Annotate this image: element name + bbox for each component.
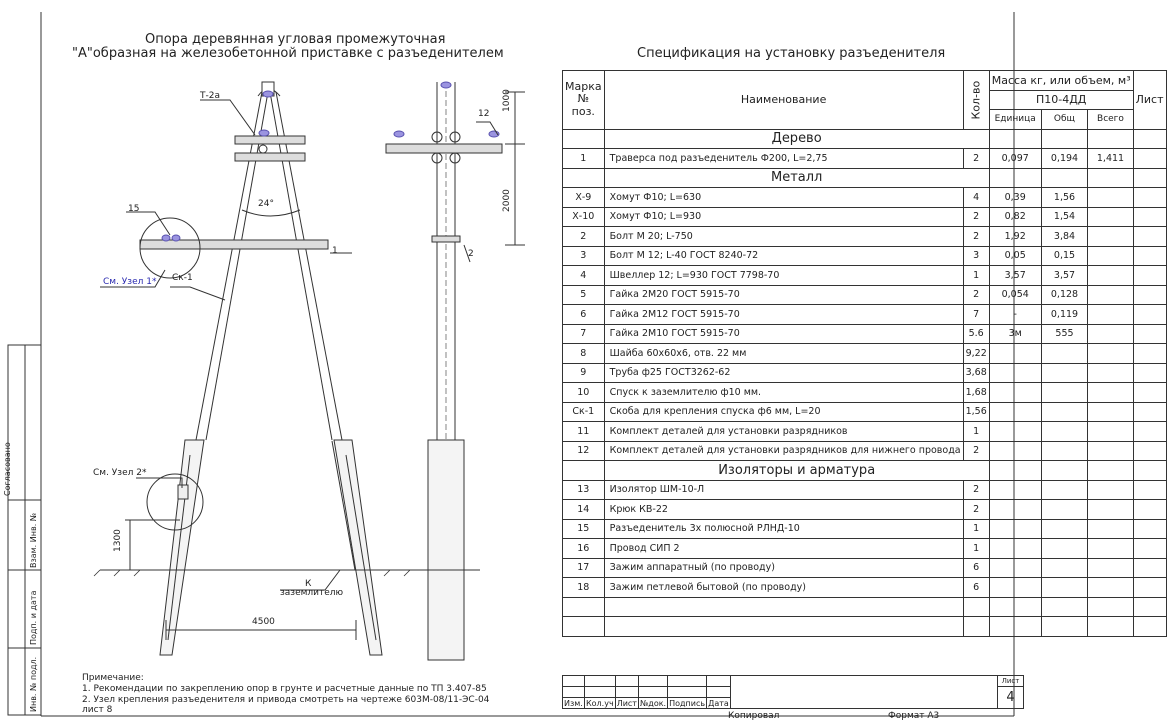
spec-qty: 1	[963, 266, 989, 286]
spec-cell-empty	[1041, 597, 1088, 617]
spec-unit-mass	[989, 441, 1041, 461]
spec-qty: 2	[963, 500, 989, 520]
sidebar-inv-vz: Взам. Инв. №	[29, 512, 38, 568]
spec-total-mass	[1041, 402, 1088, 422]
spec-name: Гайка 2М12 ГОСТ 5915-70	[604, 305, 963, 325]
spec-mark: 11	[563, 422, 605, 442]
spec-all-mass	[1088, 266, 1133, 286]
spec-qty: 6	[963, 558, 989, 578]
spec-qty: 2	[963, 480, 989, 500]
spec-cell-empty	[1041, 461, 1088, 481]
spec-table	[562, 70, 1167, 637]
spec-mark: 1	[563, 149, 605, 169]
callout-2: 2	[468, 249, 474, 259]
spec-unit-mass	[989, 500, 1041, 520]
spec-all-mass	[1088, 578, 1133, 598]
spec-row	[563, 383, 1167, 403]
dim-1300: 1300	[113, 529, 123, 552]
spec-unit-mass: 0,82	[989, 207, 1041, 227]
spec-row	[563, 305, 1167, 325]
spec-all-mass	[1088, 480, 1133, 500]
spec-cell-empty	[1088, 461, 1133, 481]
header-total: Общ	[1041, 110, 1088, 130]
tb-ndok: №док.	[639, 698, 667, 708]
spec-unit-mass	[989, 363, 1041, 383]
spec-sheet	[1133, 207, 1166, 227]
spec-sheet	[1133, 519, 1166, 539]
spec-section-name: Дерево	[604, 129, 989, 149]
spec-row	[563, 500, 1167, 520]
dim-2000: 2000	[502, 189, 512, 212]
spec-unit-mass: 0,05	[989, 246, 1041, 266]
callout-node2: См. Узел 2*	[93, 468, 147, 478]
spec-mark: Ск-1	[563, 402, 605, 422]
spec-total-mass	[1041, 344, 1088, 364]
spec-name: Гайка 2М20 ГОСТ 5915-70	[604, 285, 963, 305]
spec-qty: 9,22	[963, 344, 989, 364]
spec-unit-mass	[989, 578, 1041, 598]
spec-unit-mass	[989, 539, 1041, 559]
spec-qty: 3,68	[963, 363, 989, 383]
spec-name: Зажим аппаратный (по проводу)	[604, 558, 963, 578]
spec-all-mass	[1088, 500, 1133, 520]
spec-sheet	[1133, 363, 1166, 383]
spec-unit-mass: 0,39	[989, 188, 1041, 208]
spec-total-mass	[1041, 519, 1088, 539]
header-mark: Марка № поз.	[563, 71, 605, 130]
spec-mark: 6	[563, 305, 605, 325]
spec-name: Хомут Ф10; L=630	[604, 188, 963, 208]
spec-qty: 2	[963, 149, 989, 169]
spec-name: Хомут Ф10; L=930	[604, 207, 963, 227]
spec-cell-empty	[563, 461, 605, 481]
spec-total-mass: 0,194	[1041, 149, 1088, 169]
spec-unit-mass	[989, 383, 1041, 403]
spec-row	[563, 149, 1167, 169]
spec-cell-empty	[604, 617, 963, 637]
spec-mark: 12	[563, 441, 605, 461]
spec-qty: 2	[963, 441, 989, 461]
spec-cell-empty	[563, 129, 605, 149]
spec-row	[563, 285, 1167, 305]
spec-sheet	[1133, 441, 1166, 461]
spec-unit-mass	[989, 402, 1041, 422]
spec-cell-empty	[563, 597, 605, 617]
spec-sheet	[1133, 480, 1166, 500]
header-unit: Единица	[989, 110, 1041, 130]
spec-cell-empty	[1041, 168, 1088, 188]
spec-name: Болт М 12; L-40 ГОСТ 8240-72	[604, 246, 963, 266]
spec-cell-empty	[563, 168, 605, 188]
spec-all-mass	[1088, 344, 1133, 364]
spec-cell-empty	[1133, 617, 1166, 637]
spec-qty: 3	[963, 246, 989, 266]
spec-name: Болт М 20; L-750	[604, 227, 963, 247]
spec-total-mass: 0,15	[1041, 246, 1088, 266]
spec-cell-empty	[989, 129, 1041, 149]
spec-unit-mass	[989, 519, 1041, 539]
spec-mark: Х-9	[563, 188, 605, 208]
notes-line1: 1. Рекомендации по закреплению опор в грунте и расчетные данные по ТП 3.407-85	[82, 684, 487, 694]
spec-qty: 2	[963, 227, 989, 247]
spec-name: Провод СИП 2	[604, 539, 963, 559]
spec-sheet	[1133, 285, 1166, 305]
sidebar-inv-orig: Инв. № подл.	[29, 656, 38, 712]
spec-cell-empty	[563, 617, 605, 637]
spec-unit-mass	[989, 344, 1041, 364]
header-qty: Кол-во	[963, 71, 989, 130]
spec-row	[563, 422, 1167, 442]
spec-row	[563, 207, 1167, 227]
spec-cell-empty	[989, 597, 1041, 617]
spec-sheet	[1133, 578, 1166, 598]
spec-all-mass	[1088, 285, 1133, 305]
spec-total-mass	[1041, 500, 1088, 520]
spec-name: Изолятор ШМ-10-Л	[604, 480, 963, 500]
spec-all-mass	[1088, 383, 1133, 403]
spec-sheet	[1133, 188, 1166, 208]
spec-cell-empty	[1133, 597, 1166, 617]
spec-all-mass	[1088, 539, 1133, 559]
spec-mark: 5	[563, 285, 605, 305]
a-frame-pole	[94, 82, 420, 655]
spec-cell-empty	[989, 461, 1041, 481]
spec-cell-empty	[1133, 461, 1166, 481]
spec-name: Траверса под разъеденитель Ф200, L=2,75	[604, 149, 963, 169]
spec-cell-empty	[1133, 129, 1166, 149]
spec-all-mass	[1088, 324, 1133, 344]
spec-qty: 1,56	[963, 402, 989, 422]
title-block	[562, 675, 1024, 709]
spec-all-mass	[1088, 402, 1133, 422]
spec-qty: 2	[963, 285, 989, 305]
spec-qty: 1	[963, 539, 989, 559]
spec-total-mass: 0,128	[1041, 285, 1088, 305]
spec-all-mass	[1088, 246, 1133, 266]
spec-cell-empty	[1088, 168, 1133, 188]
sidebar-agreed: Согласовано	[3, 442, 12, 496]
callout-t2a: Т-2а	[200, 91, 220, 101]
dim-1000: 1000	[502, 89, 512, 112]
spec-cell-empty	[1133, 168, 1166, 188]
spec-unit-mass: 0,097	[989, 149, 1041, 169]
spec-qty: 7	[963, 305, 989, 325]
tb-format: Формат А3	[888, 711, 940, 721]
spec-unit-mass	[989, 558, 1041, 578]
spec-all-mass	[1088, 188, 1133, 208]
spec-name: Комплект деталей для установки разрядников для нижнего провода	[604, 441, 963, 461]
callout-15: 15	[128, 204, 140, 214]
spec-mark: Х-10	[563, 207, 605, 227]
spec-section-row	[563, 461, 1167, 481]
callout-1: 1	[332, 246, 338, 256]
tb-list: Лист	[616, 698, 637, 708]
spec-row	[563, 227, 1167, 247]
callout-k: К	[305, 579, 312, 589]
spec-row	[563, 519, 1167, 539]
spec-mark: 2	[563, 227, 605, 247]
spec-qty: 5.6	[963, 324, 989, 344]
spec-cell-empty	[989, 168, 1041, 188]
spec-qty: 1,68	[963, 383, 989, 403]
spec-all-mass	[1088, 227, 1133, 247]
spec-title: Спецификация на установку разъеденителя	[637, 46, 946, 61]
spec-unit-mass: 1,92	[989, 227, 1041, 247]
spec-unit-mass: 3,57	[989, 266, 1041, 286]
spec-sheet	[1133, 324, 1166, 344]
spec-total-mass: 1,54	[1041, 207, 1088, 227]
callout-12: 12	[478, 109, 490, 119]
spec-row	[563, 441, 1167, 461]
spec-sheet	[1133, 266, 1166, 286]
drawing-title-line1: Опора деревянная угловая промежуточная	[145, 32, 446, 47]
spec-total-mass: 3,57	[1041, 266, 1088, 286]
spec-name: Спуск к заземлителю ф10 мм.	[604, 383, 963, 403]
notes-line3: лист 8	[82, 705, 113, 715]
spec-all-mass	[1088, 207, 1133, 227]
spec-mark: 16	[563, 539, 605, 559]
spec-sheet	[1133, 402, 1166, 422]
spec-mark: 10	[563, 383, 605, 403]
spec-total-mass: 3,84	[1041, 227, 1088, 247]
spec-row	[563, 246, 1167, 266]
spec-cell-empty	[1088, 617, 1133, 637]
spec-sheet	[1133, 558, 1166, 578]
spec-mark: 7	[563, 324, 605, 344]
spec-total-mass: 0,119	[1041, 305, 1088, 325]
tb-sheet-label: Лист	[997, 676, 1023, 687]
spec-name: Разъеденитель 3х полюсной РЛНД-10	[604, 519, 963, 539]
spec-unit-mass: 3м	[989, 324, 1041, 344]
tb-copied: Копировал	[728, 711, 780, 721]
spec-empty-row	[563, 617, 1167, 637]
spec-all-mass	[1088, 422, 1133, 442]
spec-sheet	[1133, 227, 1166, 247]
spec-all-mass: 1,411	[1088, 149, 1133, 169]
spec-name: Швеллер 12; L=930 ГОСТ 7798-70	[604, 266, 963, 286]
tb-data: Дата	[708, 698, 729, 708]
spec-cell-empty	[1088, 129, 1133, 149]
spec-row	[563, 402, 1167, 422]
spec-name: Гайка 2М10 ГОСТ 5915-70	[604, 324, 963, 344]
spec-qty: 6	[963, 578, 989, 598]
spec-mark: 4	[563, 266, 605, 286]
spec-section-row	[563, 129, 1167, 149]
spec-row	[563, 578, 1167, 598]
spec-row	[563, 480, 1167, 500]
spec-qty: 1	[963, 422, 989, 442]
spec-empty-row	[563, 597, 1167, 617]
spec-total-mass: 1,56	[1041, 188, 1088, 208]
drawing-title-line2: "А"образная на железобетонной приставке с разъеденителем	[72, 46, 504, 61]
spec-sheet	[1133, 246, 1166, 266]
spec-row	[563, 188, 1167, 208]
spec-name: Комплект деталей для установки разрядников	[604, 422, 963, 442]
spec-section-row	[563, 168, 1167, 188]
spec-mark: 17	[563, 558, 605, 578]
spec-cell-empty	[1041, 617, 1088, 637]
sidebar-sign-date: Подп. и дата	[29, 590, 38, 645]
spec-unit-mass	[989, 422, 1041, 442]
spec-sheet	[1133, 149, 1166, 169]
spec-sheet	[1133, 422, 1166, 442]
spec-cell-empty	[963, 597, 989, 617]
spec-mark: 14	[563, 500, 605, 520]
tb-podp: Подпись	[669, 698, 706, 708]
spec-cell-empty	[1041, 129, 1088, 149]
spec-row	[563, 344, 1167, 364]
spec-qty: 1	[963, 519, 989, 539]
callout-sk1: Ск-1	[172, 273, 193, 283]
header-type: П10-4ДД	[989, 90, 1133, 110]
notes-header: Примечание:	[82, 673, 144, 683]
spec-unit-mass: 0,054	[989, 285, 1041, 305]
spec-total-mass	[1041, 539, 1088, 559]
spec-total-mass	[1041, 558, 1088, 578]
spec-name: Труба ф25 ГОСТ3262-62	[604, 363, 963, 383]
spec-mark: 8	[563, 344, 605, 364]
spec-unit-mass	[989, 480, 1041, 500]
spec-name: Скоба для крепления спуска ф6 мм, L=20	[604, 402, 963, 422]
tb-sheet-no: 4	[997, 687, 1023, 709]
spec-total-mass	[1041, 480, 1088, 500]
header-all: Всего	[1088, 110, 1133, 130]
spec-total-mass	[1041, 383, 1088, 403]
spec-row	[563, 363, 1167, 383]
dim-4500: 4500	[252, 617, 275, 627]
spec-mark: 18	[563, 578, 605, 598]
spec-cell-empty	[1088, 597, 1133, 617]
spec-cell-empty	[604, 597, 963, 617]
spec-mark: 3	[563, 246, 605, 266]
spec-sheet	[1133, 539, 1166, 559]
spec-total-mass	[1041, 578, 1088, 598]
header-sheet: Лист	[1133, 71, 1166, 130]
spec-sheet	[1133, 305, 1166, 325]
spec-total-mass	[1041, 422, 1088, 442]
spec-total-mass: 555	[1041, 324, 1088, 344]
spec-row	[563, 558, 1167, 578]
spec-row	[563, 266, 1167, 286]
spec-total-mass	[1041, 441, 1088, 461]
notes-line2: 2. Узел крепления разъеденителя и привода смотреть на чертеже 603М-08/11-ЭС-04	[82, 695, 490, 705]
spec-total-mass	[1041, 363, 1088, 383]
spec-cell-empty	[963, 617, 989, 637]
spec-unit-mass: -	[989, 305, 1041, 325]
spec-cell-empty	[989, 617, 1041, 637]
spec-mark: 15	[563, 519, 605, 539]
spec-row	[563, 539, 1167, 559]
spec-row	[563, 324, 1167, 344]
spec-all-mass	[1088, 441, 1133, 461]
spec-all-mass	[1088, 305, 1133, 325]
spec-sheet	[1133, 500, 1166, 520]
spec-section-name: Изоляторы и арматура	[604, 461, 989, 481]
tb-izm: Изм.	[564, 698, 583, 708]
spec-qty: 2	[963, 207, 989, 227]
header-mass: Масса кг, или объем, м³	[989, 71, 1133, 91]
callout-angle: 24°	[258, 199, 274, 209]
pole-drawing	[0, 60, 560, 710]
spec-name: Зажим петлевой бытовой (по проводу)	[604, 578, 963, 598]
spec-name: Крюк КВ-22	[604, 500, 963, 520]
spec-mark: 13	[563, 480, 605, 500]
header-name: Наименование	[604, 71, 963, 130]
spec-sheet	[1133, 383, 1166, 403]
spec-all-mass	[1088, 558, 1133, 578]
spec-all-mass	[1088, 363, 1133, 383]
spec-name: Шайба 60х60х6, отв. 22 мм	[604, 344, 963, 364]
spec-mark: 9	[563, 363, 605, 383]
spec-qty: 4	[963, 188, 989, 208]
tb-kolu: Кол.уч	[585, 698, 614, 708]
callout-ground: заземлителю	[280, 588, 344, 598]
spec-all-mass	[1088, 519, 1133, 539]
spec-sheet	[1133, 344, 1166, 364]
spec-section-name: Металл	[604, 168, 989, 188]
callout-node1: См. Узел 1*	[103, 277, 157, 287]
